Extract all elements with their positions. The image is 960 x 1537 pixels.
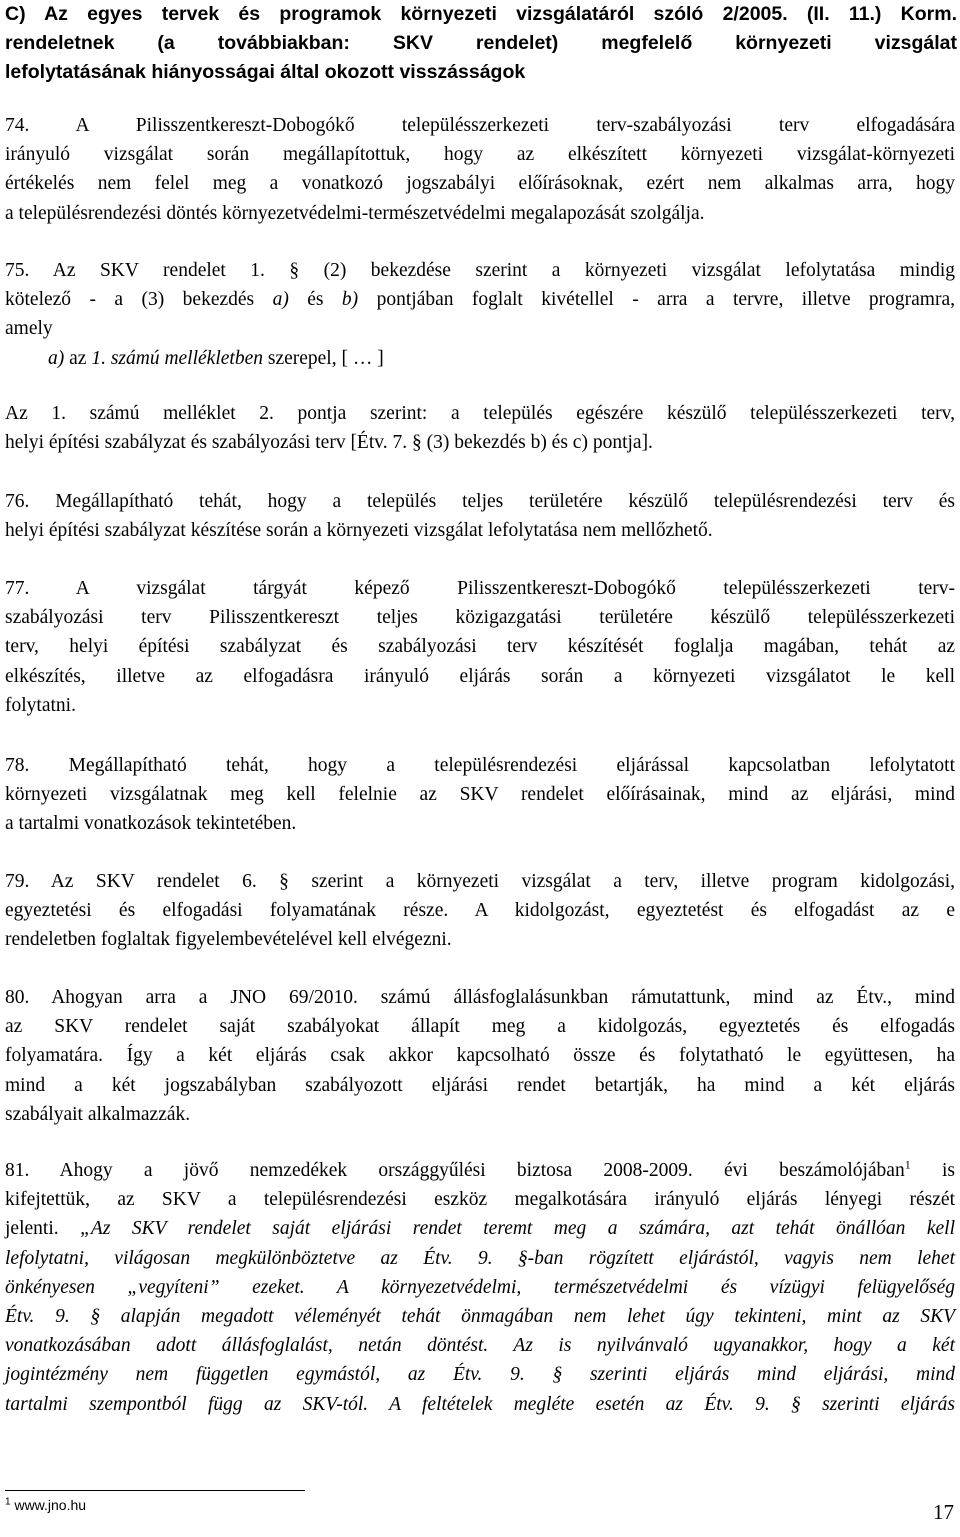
footnote-divider — [5, 1490, 305, 1491]
text-line: kifejtettük, az SKV a településrendezési eszköz megalkotására irányuló eljárás lényegi részét — [5, 1189, 955, 1211]
paragraph-79 — [5, 867, 955, 955]
text-line: tartalmi szempontból függ az SKV-tól. A feltételek megléte esetén az Étv. 9. § szerinti eljárás — [5, 1393, 955, 1415]
footnote-mark: 1 — [5, 1496, 11, 1508]
footnote — [5, 1496, 86, 1514]
text-line: amely — [5, 318, 53, 340]
text-line: egyeztetési és elfogadási folyamatának része. A kidolgozást, egyeztetést és elfogadást az e — [5, 900, 955, 922]
text-line: kötelező - a (3) bekezdés a) és b) pontjában foglalt kivétellel - arra a tervre, illetve programra, — [5, 289, 955, 311]
text-line: folyamatára. Így a két eljárás csak akkor kapcsolható össze és folytatható le együttesen, ha — [5, 1045, 955, 1067]
text-line: 76. Megállapítható tehát, hogy a település teljes területére készülő településrendezési terv és — [5, 491, 955, 512]
text-line: folytatni. — [5, 694, 76, 716]
text-line: helyi építési szabályzat készítése során a környezeti vizsgálat lefolytatása nem mellőzhető. — [5, 520, 713, 542]
page-number: 17 — [933, 1500, 954, 1524]
footnote-reference[interactable]: 1 — [904, 1157, 911, 1172]
text-line: lefolytatni, világosan megkülönböztetve az Étv. 9. §-ban rögzített eljárástól, vagyis nem lehet — [5, 1247, 955, 1269]
text-line: a településrendezési döntés környezetvédelmi-természetvédelmi megalapozását szolgálja. — [5, 202, 705, 224]
text-line: 80. Ahogyan arra a JNO 69/2010. számú állásfoglalásunkban rámutattunk, mind az Étv., mind — [5, 987, 955, 1008]
text-line: 74. A Pilisszentkereszt-Dobogókő településszerkezeti terv-szabályozási terv elfogadására — [5, 115, 955, 136]
text-line: 77. A vizsgálat tárgyát képező Pilisszentkereszt-Dobogókő településszerkezeti terv- — [5, 578, 955, 599]
text-line: a) az 1. számú mellékletben szerepel, [ … ] — [48, 347, 384, 369]
heading-line: C) Az egyes tervek és programok környezeti vizsgálatáról szóló 2/2005. (II. 11.) Korm. — [5, 3, 957, 25]
text-line: elkészítés, illetve az elfogadásra irányuló eljárás során a környezeti vizsgálatot le kell — [5, 665, 955, 687]
paragraph-75-continuation — [5, 399, 955, 457]
text-line: jelenti. „Az SKV rendelet saját eljárási rendet teremt meg a számára, azt tehát önállóan kell — [5, 1218, 956, 1240]
text-line: környezeti vizsgálatnak meg kell felelnie az SKV rendelet előírásainak, mind az eljárási, mind — [5, 784, 955, 806]
paragraph-76 — [5, 487, 955, 545]
text-line: 75. Az SKV rendelet 1. § (2) bekezdése szerint a környezeti vizsgálat lefolytatása mindig — [5, 260, 955, 281]
text-line: irányuló vizsgálat során megállapítottuk, hogy az elkészített környezeti vizsgálat-környezeti — [5, 144, 955, 166]
text-line: 79. Az SKV rendelet 6. § szerint a környezeti vizsgálat a terv, illetve program kidolgozási, — [5, 871, 955, 892]
text-line: jogintézmény nem független egymástól, az Étv. 9. § szerinti eljárás mind eljárási, mind — [5, 1364, 955, 1386]
text-line: Az 1. számú melléklet 2. pontja szerint: a település egészére készülő településszerkezeti terv, — [5, 403, 955, 424]
paragraph-74 — [5, 111, 955, 228]
text-line: 81. Ahogy a jövő nemzedékek országgyűlési biztosa 2008-2009. évi beszámolójában$^1$ is — [5, 1157, 955, 1181]
text-line: terv, helyi építési szabályzat és szabályozási terv készítését foglalja magában, tehát az — [5, 636, 955, 658]
paragraph-78 — [5, 751, 955, 839]
text-line: vonatkozásában adott állásfoglalást, netán döntést. Az is nyilvánvaló ugyanakkor, hogy a két — [5, 1335, 955, 1357]
heading-line: lefolytatásának hiányosságai által okozott visszásságok — [5, 61, 526, 83]
text-line: az SKV rendelet saját szabályokat állapít meg a kidolgozás, egyeztetés és elfogadás — [5, 1016, 955, 1038]
text-line: Étv. 9. § alapján megadott véleményét tehát önmagában nem lehet úgy tekinteni, mint az SKV — [5, 1306, 955, 1328]
text-line: szabályait alkalmazzák. — [5, 1103, 191, 1125]
text-line: mind a két jogszabályban szabályozott eljárási rendet betartják, ha mind a két eljárás — [5, 1074, 955, 1096]
paragraph-81 — [5, 1156, 955, 1419]
text-line: a tartalmi vonatkozások tekintetében. — [5, 813, 297, 835]
text-line: értékelés nem felel meg a vonatkozó jogszabályi előírásoknak, ezért nem alkalmas arra, hogy — [5, 173, 955, 195]
text-line: szabályozási terv Pilisszentkereszt teljes közigazgatási területére készülő településszerkezeti — [5, 607, 955, 629]
paragraph-75 — [5, 256, 955, 373]
text-line: helyi építési szabályzat és szabályozási terv [Étv. 7. § (3) bekezdés b) és c) pontja]. — [5, 432, 653, 454]
footnote-text: www.jno.hu — [10, 1497, 87, 1513]
text-line: 78. Megállapítható tehát, hogy a településrendezési eljárással kapcsolatban lefolytatott — [5, 755, 955, 776]
paragraph-77 — [5, 574, 955, 720]
heading-line: rendeletnek (a továbbiakban: SKV rendelet) megfelelő környezeti vizsgálat — [5, 32, 957, 54]
text-line: rendeletben foglaltak figyelembevételével kell elvégezni. — [5, 929, 452, 951]
text-line: önkényesen „vegyíteni” ezeket. A környezetvédelmi, természetvédelmi és vízügyi felügyelőség — [5, 1276, 955, 1298]
paragraph-80 — [5, 983, 955, 1129]
section-heading — [5, 0, 957, 87]
